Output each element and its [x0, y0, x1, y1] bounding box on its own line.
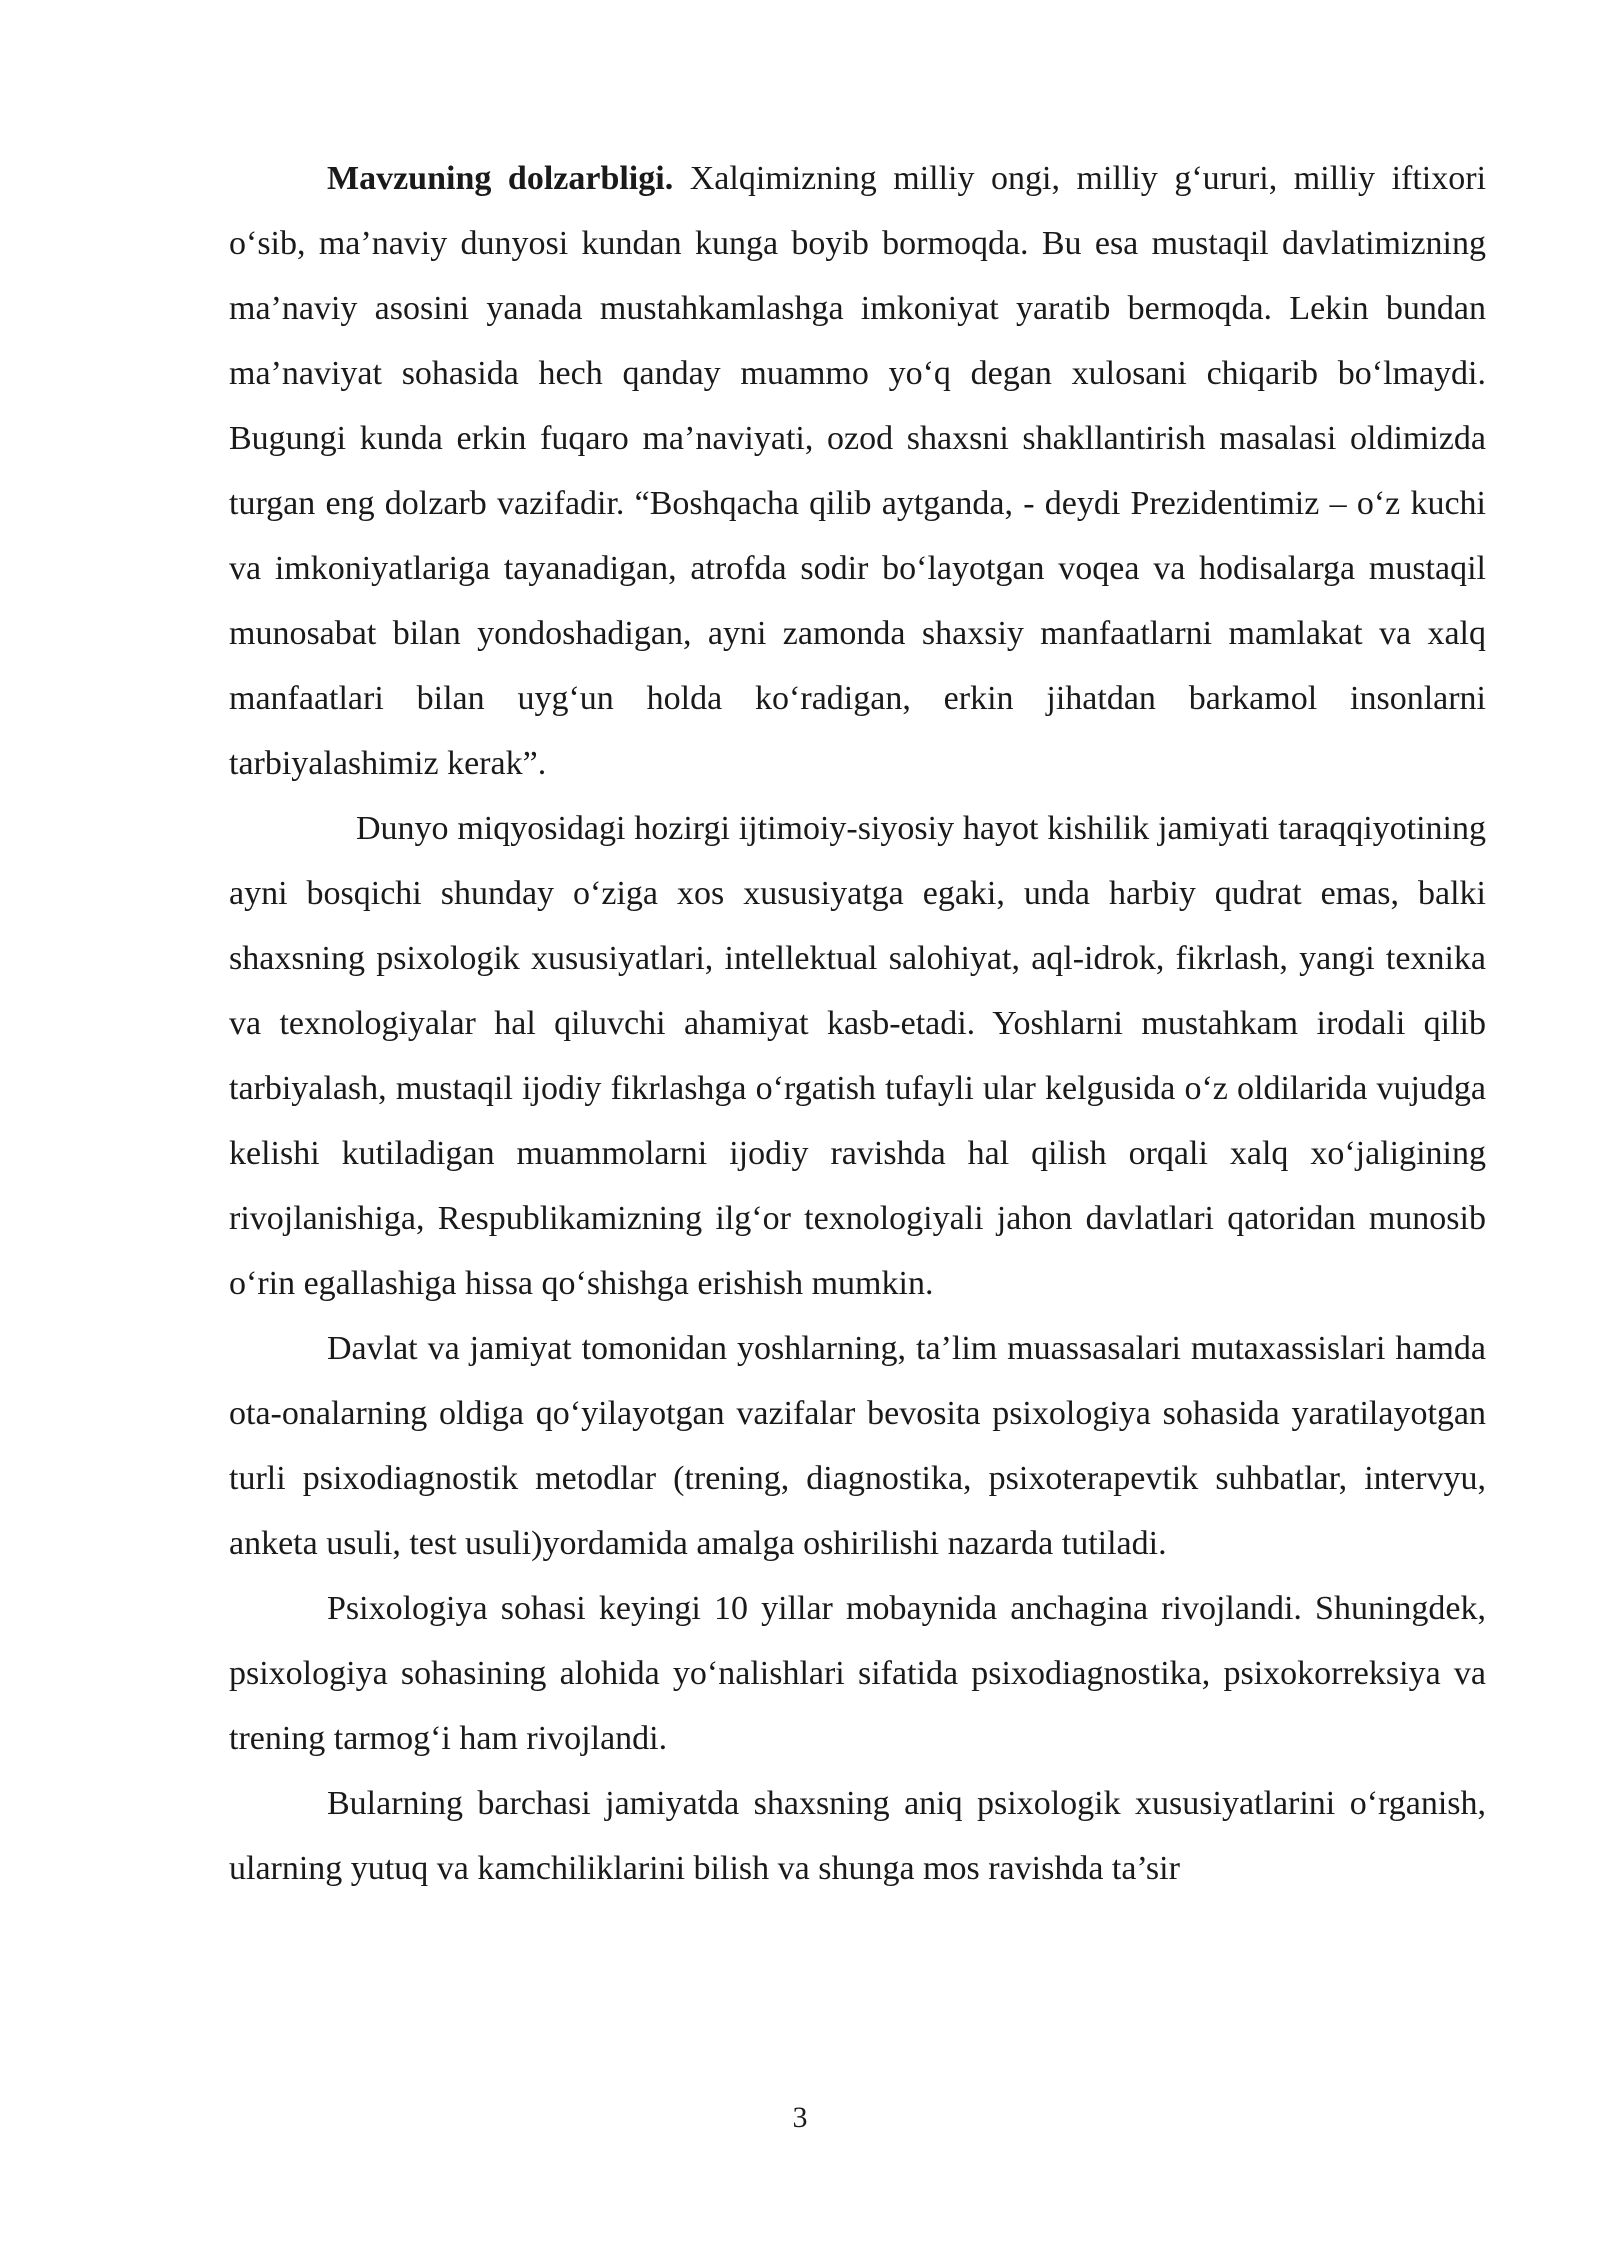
paragraph-world-scale	[229, 796, 1486, 1316]
page-number: 3	[792, 2101, 808, 2134]
paragraph-text: Davlat va jamiyat tomonidan yoshlarning, ta’lim muassasalari mutaxassislari hamda ota-onalarning oldiga qo‘yilayotgan vazifalar bevosita psixologiya sohasida yaratilayotgan turli psixodiagnostik metodlar (trening, diagnostika, psixoterapevtik suhbatlar, intervyu, anketa usuli, test usuli)yordamida amalga oshirilishi nazarda tutiladi.	[229, 1330, 1486, 1562]
paragraph-psychology-field	[229, 1576, 1486, 1771]
body-text	[229, 146, 1486, 1901]
paragraph-text: Xalqimizning milliy ongi, milliy g‘ururi, milliy iftixori o‘sib, ma’naviy dunyosi kundan kunga boyib bormoqda. Bu esa mustaqil davlatimizning ma’naviy asosini yanada mustahkamlashga imkoniyat yaratib bermoqda. Lekin bundan ma’naviyat sohasida hech qanday muammo yo‘q degan xulosani chiqarib bo‘lmaydi. Bugungi kunda erkin fuqaro ma’naviyati, ozod shaxsni shakllantirish masalasi oldimizda turgan eng dolzarb vazifadir. “Boshqacha qilib aytganda, - deydi Prezidentimiz – o‘z kuchi va imkoniyatlariga tayanadigan, atrofda sodir bo‘layotgan voqea va hodisalarga mustaqil munosabat bilan yondoshadigan, ayni zamonda shaxsiy manfaatlarni mamlakat va xalq manfaatlari bilan uyg‘un holda ko‘radigan, erkin jihatdan barkamol insonlarni tarbiyalashimiz kerak”.	[229, 160, 1487, 782]
section-heading-inline: Mavzuning dolzarbligi.	[327, 160, 674, 197]
paragraph-all-of-this	[229, 1771, 1486, 1901]
paragraph-text: Psixologiya sohasi keyingi 10 yillar mobaynida anchagina rivojlandi. Shuningdek, psixologiya sohasining alohida yo‘nalishlari sifatida psixodiagnostika, psixokorreksiya va trening tarmog‘i ham rivojlandi.	[229, 1590, 1486, 1757]
paragraph-text: Dunyo miqyosidagi hozirgi ijtimoiy-siyosiy hayot kishilik jamiyati taraqqiyotining ayni bosqichi shunday o‘ziga xos xususiyatga egaki, unda harbiy qudrat emas, balki shaxsning psixologik xususiyatlari, intellektual salohiyat, aql-idrok, fikrlash, yangi texnika va texnologiyalar hal qiluvchi ahamiyat kasb-etadi. Yoshlarni mustahkam irodali qilib tarbiyalash, mustaqil ijodiy fikrlashga o‘rgatish tufayli ular kelgusida o‘z oldilarida vujudga kelishi kutiladigan muammolarni ijodiy ravishda hal qilish orqali xalq xo‘jaligining rivojlanishiga, Respublikamizning ilg‘or texnologiyali jahon davlatlari qatoridan munosib o‘rin egallashiga hissa qo‘shishga erishish mumkin.	[229, 810, 1486, 1302]
paragraph-state-society	[229, 1316, 1486, 1576]
paragraph-text: Bularning barchasi jamiyatda shaxsning aniq psixologik xususiyatlarini o‘rganish, ularning yutuq va kamchiliklarini bilish va shunga mos ravishda ta’sir	[229, 1785, 1486, 1887]
paragraph-relevance	[229, 146, 1486, 796]
